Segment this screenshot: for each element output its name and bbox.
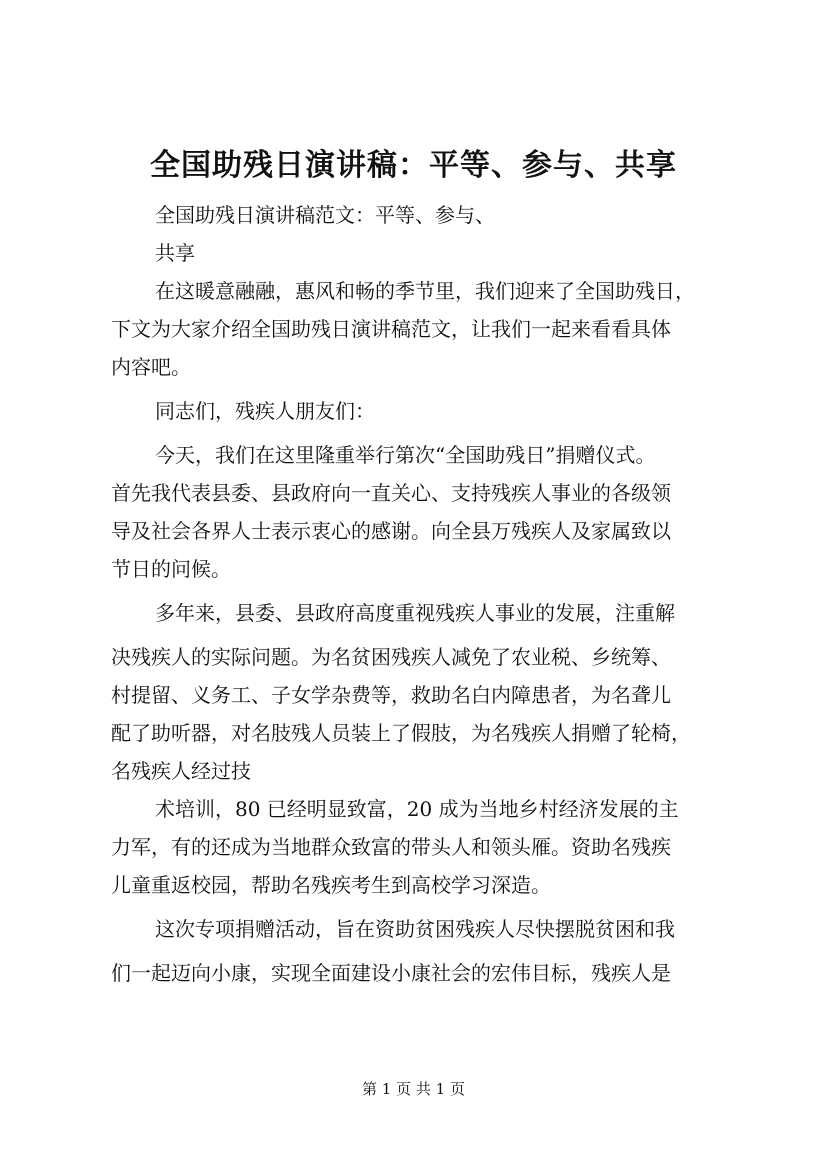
paragraph-progress-line-5: 名残疾人经过技 <box>111 759 251 783</box>
paragraph-donation-line-2: 们一起迈向小康，实现全面建设小康社会的宏伟目标，残疾人是 <box>111 961 671 985</box>
paragraph-donation-line-1: 这次专项捐赠活动，旨在资助贫困残疾人尽快摆脱贫困和我 <box>155 917 675 941</box>
paragraph-intro-line-2: 下文为大家介绍全国助残日演讲稿范文，让我们一起来看看具体 <box>111 317 671 341</box>
paragraph-ceremony-line-2: 首先我代表县委、县政府向一直关心、支持残疾人事业的各级领 <box>111 481 671 505</box>
document-body <box>111 196 719 992</box>
salutation-line: 同志们，残疾人朋友们： <box>155 399 375 423</box>
paragraph-intro-line-1: 在这暖意融融，惠风和畅的季节里，我们迎来了全国助残日， <box>155 279 695 303</box>
paragraph-training-line-2: 力军，有的还成为当地群众致富的带头人和领头雁。资助名残疾 <box>111 835 671 859</box>
paragraph-intro-line-3: 内容吧。 <box>111 355 191 379</box>
paragraph-progress-line-2: 决残疾人的实际问题。为名贫困残疾人减免了农业税、乡统筹、 <box>111 645 671 669</box>
paragraph-ceremony-line-3: 导及社会各界人士表示衷心的感谢。向全县万残疾人及家属致以 <box>111 519 671 543</box>
paragraph-progress-line-1: 多年来，县委、县政府高度重视残疾人事业的发展，注重解 <box>155 601 675 625</box>
subtitle-line-2: 共享 <box>155 241 195 265</box>
paragraph-ceremony-line-4: 节日的问候。 <box>111 557 231 581</box>
page-number-footer: 第 1 页 共 1 页 <box>362 1080 465 1098</box>
paragraph-ceremony-line-1: 今天，我们在这里隆重举行第次“全国助残日”捐赠仪式。 <box>155 443 656 467</box>
subtitle-line-1: 全国助残日演讲稿范文：平等、参与、 <box>155 203 495 227</box>
document-title: 全国助残日演讲稿：平等、参与、共享 <box>150 148 677 183</box>
paragraph-progress-line-3: 村提留、义务工、子女学杂费等，救助名白内障患者，为名聋儿 <box>111 683 671 707</box>
paragraph-training-line-1: 术培训，80 已经明显致富，20 成为当地乡村经济发展的主 <box>155 797 679 821</box>
paragraph-progress-line-4: 配了助听器，对名肢残人员装上了假肢，为名残疾人捐赠了轮椅， <box>111 721 691 745</box>
paragraph-training-line-3: 儿童重返校园，帮助名残疾考生到高校学习深造。 <box>111 873 551 897</box>
